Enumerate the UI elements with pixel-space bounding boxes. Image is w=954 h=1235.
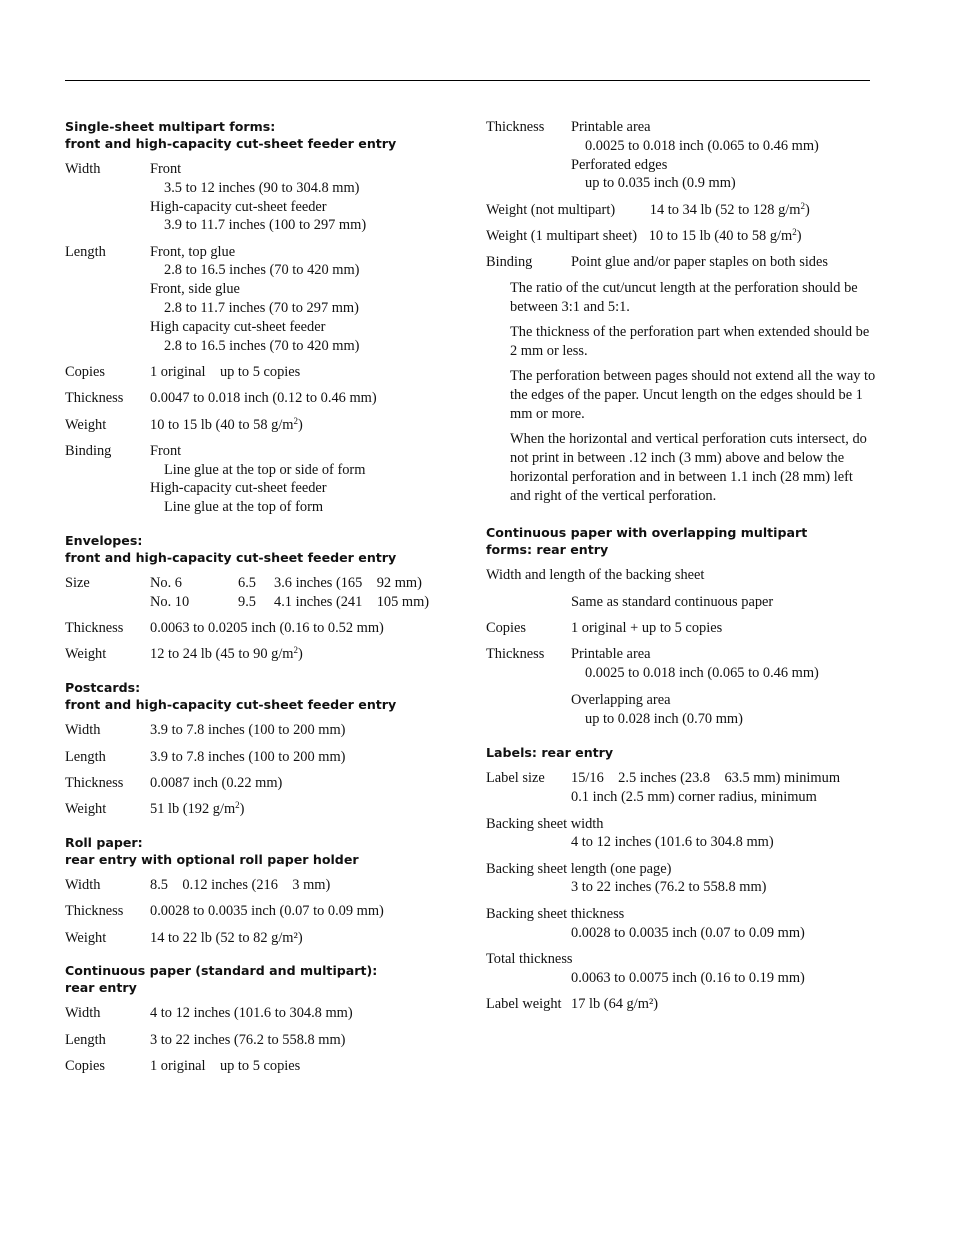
spec-label: Copies <box>65 363 105 380</box>
spec-value: 1 original up to 5 copies <box>150 363 301 380</box>
spec-label: Thickness <box>65 903 124 920</box>
section-heading-single-sheet: Single-sheet multipart forms: front and high-capacity cut-sheet feeder entry <box>65 119 397 151</box>
spec-label: Total thickness <box>486 950 573 967</box>
spec-value: 4 to 12 inches (101.6 to 304.8 mm) <box>150 1005 353 1022</box>
spec-value: 14 to 22 lb (52 to 82 g/m²) <box>150 929 303 946</box>
spec-value: 10 to 15 lb (40 to 58 $g/m^2$) <box>648 226 802 244</box>
spec-value: 0.0063 to 0.0075 inch (0.16 to 0.19 mm) <box>571 969 805 986</box>
spec-label: Thickness <box>65 620 124 637</box>
spec-label: Copies <box>65 1057 105 1074</box>
header-rule <box>65 80 870 81</box>
spec-row-weight <box>65 800 465 819</box>
section-heading-postcards: Postcards: front and high-capacity cut-sheet feeder entry <box>65 680 397 713</box>
spec-row-size <box>65 574 465 612</box>
spec-label: Weight (not multipart) <box>486 201 616 218</box>
spec-label: Thickness <box>65 774 124 791</box>
spec-value: 17 lb (64 g/m²) <box>571 995 659 1012</box>
spec-row-copies <box>65 1057 465 1076</box>
spec-label: Backing sheet thickness <box>486 905 625 922</box>
spec-row-total-thickness <box>486 950 876 988</box>
spec-row-thickness <box>65 389 465 408</box>
spec-row-width <box>65 876 465 895</box>
spec-row-backing-length <box>486 860 876 898</box>
spec-row-length <box>65 748 465 767</box>
spec-label: Binding <box>65 442 112 459</box>
spec-value: 1 original + up to 5 copies <box>571 619 723 636</box>
spec-row-weight <box>65 645 465 664</box>
spec-label: Label size <box>486 770 545 787</box>
spec-row-width <box>65 721 465 740</box>
spec-label: Binding <box>486 254 533 271</box>
spec-row-width <box>65 160 465 235</box>
spec-row-length <box>65 1031 465 1050</box>
right-column <box>486 118 876 1014</box>
spec-value: 14 to 34 lb (52 to 128 $g/m^2$) <box>649 200 810 218</box>
section-heading-continuous: Continuous paper (standard and multipart): rear entry <box>65 963 378 996</box>
spec-label: Length <box>65 748 106 765</box>
spec-row-thickness <box>486 645 876 728</box>
spec-value: 0.0028 to 0.0035 inch (0.07 to 0.09 mm) <box>150 903 384 920</box>
spec-label: Width and length of the backing sheet <box>486 566 705 583</box>
section-heading-roll-paper: Roll paper: rear entry with optional roll paper holder <box>65 834 359 867</box>
spec-label: Weight <box>65 929 107 946</box>
spec-row-label-weight <box>486 995 876 1014</box>
note-paragraph: When the horizontal and vertical perforation cuts intersect, do not print in between .12 inch (3 mm) above and below the horizontal perforation and in between 1.1 inch (28 mm) left and right of the vertical perforation. <box>510 431 867 504</box>
spec-label: Width <box>65 161 101 177</box>
spec-row-weight-multipart <box>486 227 876 246</box>
spec-value: Front Line glue at the top or side of form High-capacity cut-sheet feeder Line glue at the top of form <box>150 442 366 516</box>
spec-value: 3.9 to 7.8 inches (100 to 200 mm) <box>150 722 346 739</box>
spec-label: Length <box>65 1031 106 1048</box>
spec-value: Printable area 0.0025 to 0.018 inch (0.065 to 0.46 mm) Overlapping area up to 0.028 inch (0.70 mm) <box>571 646 819 727</box>
section-heading-overlapping: Continuous paper with overlapping multipart forms: rear entry <box>486 524 808 557</box>
spec-label: Label weight <box>486 995 562 1012</box>
spec-value: 12 to 24 lb (45 to 90 $g/m^2$) <box>150 645 303 663</box>
note-paragraph: The ratio of the cut/uncut length at the perforation should be between 3:1 and 5:1. <box>510 280 858 315</box>
spec-row-backing-thickness <box>486 905 876 943</box>
spec-value: Front, top glue 2.8 to 16.5 inches (70 to 420 mm) Front, side glue 2.8 to 11.7 inches (70 to 297 mm) High capacity cut-sheet feeder 2.8 to 16.5 inches (70 to 420 mm) <box>150 243 360 354</box>
spec-row-length <box>65 243 465 356</box>
section-heading-envelopes: Envelopes: front and high-capacity cut-sheet feeder entry <box>65 533 397 566</box>
spec-value: 15/16 2.5 inches (23.8 63.5 mm) minimum 0.1 inch (2.5 mm) corner radius, minimum <box>571 770 841 806</box>
spec-row-weight <box>65 416 465 435</box>
spec-label: Width <box>65 722 101 739</box>
spec-value: 3 to 22 inches (76.2 to 558.8 mm) <box>150 1031 346 1048</box>
note-paragraph: The perforation between pages should not extend all the way to the edges of the paper. Uncut length on the edges should be 1 mm or more. <box>510 368 876 422</box>
left-column <box>65 118 465 1076</box>
spec-label: Thickness <box>486 646 545 663</box>
spec-label: Backing sheet width <box>486 815 604 832</box>
spec-row-weight <box>65 929 465 948</box>
spec-label: Copies <box>486 619 526 636</box>
spec-row-copies <box>486 619 876 638</box>
spec-value: 51 lb (192 $g/m^2$) <box>150 800 245 818</box>
spec-value: 10 to 15 lb (40 to 58 $g/m^2$) <box>150 415 303 433</box>
spec-row-label-size <box>486 769 876 807</box>
section-heading-labels: Labels: rear entry <box>486 745 614 761</box>
spec-label: Weight <box>65 801 107 818</box>
spec-row-binding <box>65 442 465 517</box>
spec-value: Front 3.5 to 12 inches (90 to 304.8 mm) High-capacity cut-sheet feeder 3.9 to 11.7 inches (100 to 297 mm) <box>150 161 367 234</box>
spec-label: Width <box>65 876 101 893</box>
spec-label: Size <box>65 575 90 592</box>
spec-value: 1 original up to 5 copies <box>150 1057 301 1074</box>
spec-row-thickness <box>486 118 876 193</box>
spec-row-weight-not-multipart <box>486 201 876 220</box>
spec-label: Thickness <box>486 119 545 135</box>
spec-label: Weight <box>65 416 107 433</box>
note-paragraph: The thickness of the perforation part when extended should be 2 mm or less. <box>510 324 870 359</box>
spec-label: Thickness <box>65 390 124 407</box>
spec-value: No. 6 6.5 3.6 inches (165 92 mm) No. 10 9.5 4.1 inches (241 105 mm) <box>150 575 430 610</box>
spec-row-thickness <box>65 902 465 921</box>
spec-value: 0.0087 inch (0.22 mm) <box>150 774 283 791</box>
spec-label: Backing sheet length (one page) <box>486 860 672 877</box>
spec-label: Weight <box>65 646 107 663</box>
spec-label: Length <box>65 243 106 260</box>
spec-label: Width <box>65 1005 101 1022</box>
spec-value: 8.5 0.12 inches (216 3 mm) <box>150 876 331 893</box>
spec-value: 3.9 to 7.8 inches (100 to 200 mm) <box>150 748 346 765</box>
spec-row-width <box>65 1004 465 1023</box>
spec-value: 3 to 22 inches (76.2 to 558.8 mm) <box>571 879 767 896</box>
spec-value: 0.0063 to 0.0205 inch (0.16 to 0.52 mm) <box>150 620 384 637</box>
spec-row-copies <box>65 363 465 382</box>
spec-value: Same as standard continuous paper <box>571 593 774 610</box>
spec-value: 0.0047 to 0.018 inch (0.12 to 0.46 mm) <box>150 390 377 407</box>
spec-value: Printable area 0.0025 to 0.018 inch (0.065 to 0.46 mm) Perforated edges up to 0.035 inch (0.9 mm) <box>571 119 819 192</box>
spec-value: 0.0028 to 0.0035 inch (0.07 to 0.09 mm) <box>571 924 805 941</box>
spec-value: 4 to 12 inches (101.6 to 304.8 mm) <box>571 834 774 851</box>
spec-label: Weight (1 multipart sheet) <box>486 227 638 244</box>
spec-row-binding <box>486 253 876 272</box>
spec-row-thickness <box>65 774 465 793</box>
spec-row-backing-width <box>486 815 876 853</box>
spec-value: Point glue and/or paper staples on both sides <box>571 254 828 271</box>
spec-row-thickness <box>65 619 465 638</box>
